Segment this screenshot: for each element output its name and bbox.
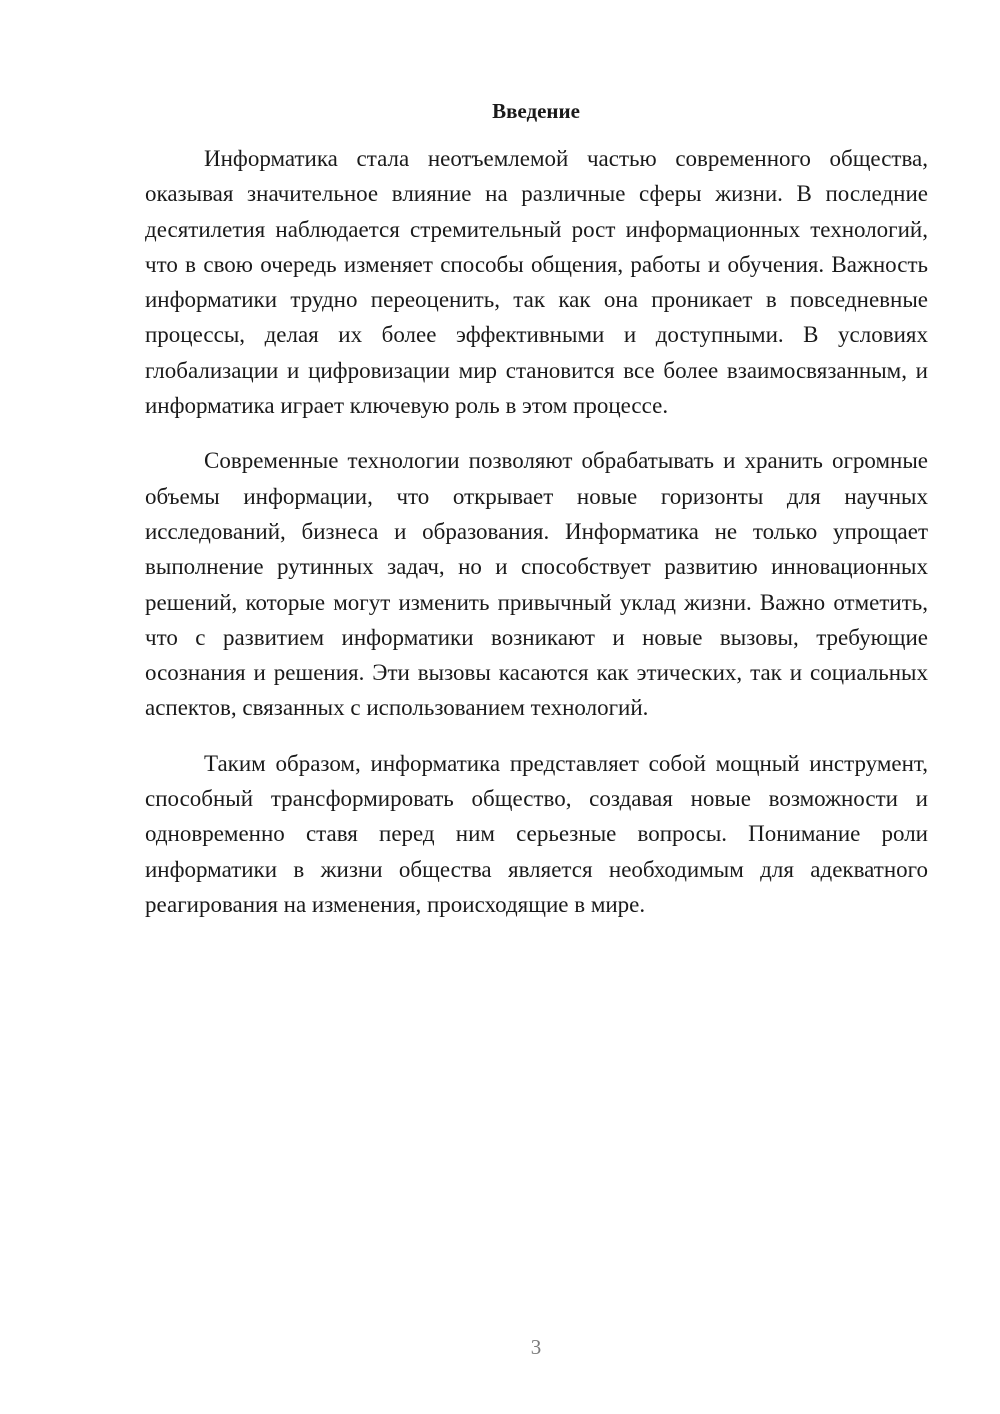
paragraph-3: Таким образом, информатика представляет собой мощный инструмент, способный трансформировать общество, создавая новые возможности и одновременно ставя перед ним серьезные вопросы. Понимание роли информатики в жизни общества является необходимым для адекватного реагирования на изменения, происходящие в мире. xyxy=(145,750,928,917)
paragraph-2: Современные технологии позволяют обрабатывать и хранить огромные объемы информации, что открывает новые горизонты для научных исследований, бизнеса и образования. Информатика не только упрощает выполнение рутинных задач, но и способствует развитию инновационных решений, которые могут изменить привычный уклад жизни. Важно отметить, что с развитием информатики возникают и новые вызовы, требующие осознания и решения. Эти вызовы касаются как этических, так и социальных аспектов, связанных с использованием технологий. xyxy=(145,448,928,721)
section-title: Введение xyxy=(492,99,580,123)
paragraph-1: Информатика стала неотъемлемой частью современного общества, оказывая значительное влияние на различные сферы жизни. В последние десятилетия наблюдается стремительный рост информационных технологий, что в свою очередь изменяет способы общения, работы и обучения. Важность информатики трудно переоценить, так как она проникает в повседневные процессы, делая их более эффективными и доступными. В условиях глобализации и цифровизации мир становится все более взаимосвязанным, и информатика играет ключевую роль в этом процессе. xyxy=(145,146,928,419)
page-number: 3 xyxy=(530,1335,542,1359)
document-body xyxy=(145,141,928,942)
